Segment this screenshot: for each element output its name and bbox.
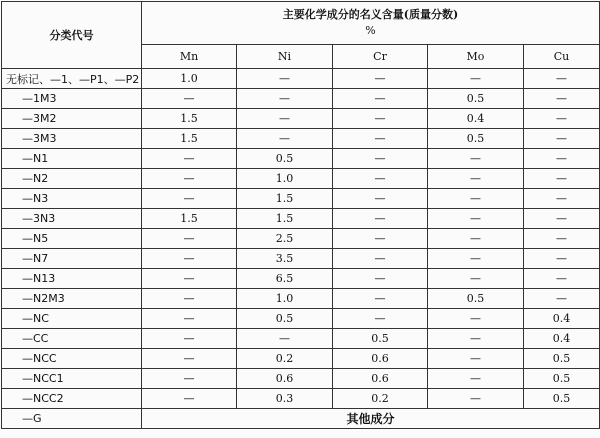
row-value-mo: 0.4: [428, 109, 524, 129]
table-row: [2, 169, 600, 189]
row-value-mo: —: [428, 149, 524, 169]
header-element-ni: Ni: [237, 45, 333, 69]
other-components-cell: 其他成分: [142, 409, 600, 429]
row-value-mo: —: [428, 389, 524, 409]
row-value-cr: 0.6: [333, 369, 428, 389]
row-value-cr: 0.5: [333, 329, 428, 349]
header-element-cr: Cr: [333, 45, 428, 69]
row-code: —N5: [2, 229, 142, 249]
row-value-mn: —: [142, 329, 237, 349]
row-code: —N13: [2, 269, 142, 289]
row-value-mo: —: [428, 249, 524, 269]
table-row: [2, 289, 600, 309]
row-value-cr: —: [333, 269, 428, 289]
row-value-cr: —: [333, 209, 428, 229]
table-body: [2, 69, 600, 429]
table-row: [2, 229, 600, 249]
row-value-cu: —: [524, 149, 600, 169]
row-value-cu: —: [524, 189, 600, 209]
row-value-mo: —: [428, 369, 524, 389]
row-value-mo: —: [428, 269, 524, 289]
row-value-mn: —: [142, 169, 237, 189]
row-code: —3M2: [2, 109, 142, 129]
row-code: —N2: [2, 169, 142, 189]
row-value-ni: 0.2: [237, 349, 333, 369]
header-element-cu: Cu: [524, 45, 600, 69]
row-value-ni: 6.5: [237, 269, 333, 289]
row-value-ni: 0.3: [237, 389, 333, 409]
table-header: [2, 2, 600, 69]
row-value-cr: —: [333, 129, 428, 149]
header-group: [142, 2, 600, 45]
row-value-ni: 3.5: [237, 249, 333, 269]
row-value-cu: —: [524, 209, 600, 229]
row-value-mn: —: [142, 149, 237, 169]
row-code: —3M3: [2, 129, 142, 149]
row-value-cr: —: [333, 109, 428, 129]
row-value-cu: —: [524, 169, 600, 189]
row-code: —CC: [2, 329, 142, 349]
table-row: [2, 129, 600, 149]
header-group-unit: %: [365, 24, 376, 37]
row-value-cu: —: [524, 129, 600, 149]
row-value-cr: —: [333, 289, 428, 309]
table-row: [2, 369, 600, 389]
row-value-cr: —: [333, 229, 428, 249]
row-value-cr: —: [333, 89, 428, 109]
row-value-mo: —: [428, 349, 524, 369]
table-row: [2, 109, 600, 129]
row-value-mo: —: [428, 229, 524, 249]
row-value-mo: —: [428, 189, 524, 209]
table-row: [2, 329, 600, 349]
row-value-ni: 1.0: [237, 169, 333, 189]
row-value-mn: 1.5: [142, 129, 237, 149]
row-value-mo: —: [428, 209, 524, 229]
row-code: —NCC2: [2, 389, 142, 409]
row-code: —G: [2, 409, 142, 429]
row-value-mo: —: [428, 69, 524, 89]
row-value-ni: —: [237, 329, 333, 349]
row-value-cr: —: [333, 69, 428, 89]
table-row: [2, 249, 600, 269]
row-value-mn: —: [142, 89, 237, 109]
row-value-cr: —: [333, 309, 428, 329]
row-value-cu: 0.5: [524, 369, 600, 389]
row-value-mn: —: [142, 249, 237, 269]
table-row: [2, 149, 600, 169]
row-code: —N7: [2, 249, 142, 269]
row-code: —1M3: [2, 89, 142, 109]
table-row: [2, 209, 600, 229]
row-value-cr: —: [333, 169, 428, 189]
header-element-mo: Mo: [428, 45, 524, 69]
row-value-cu: 0.5: [524, 389, 600, 409]
row-code: —3N3: [2, 209, 142, 229]
row-value-mn: —: [142, 269, 237, 289]
row-value-cu: 0.4: [524, 309, 600, 329]
row-value-mn: —: [142, 389, 237, 409]
row-value-cr: —: [333, 249, 428, 269]
row-code: —NCC: [2, 349, 142, 369]
row-value-cu: —: [524, 249, 600, 269]
row-value-ni: 1.0: [237, 289, 333, 309]
row-code: —N2M3: [2, 289, 142, 309]
row-value-cu: —: [524, 269, 600, 289]
row-value-mo: —: [428, 329, 524, 349]
table-row-other: [2, 409, 600, 429]
row-value-cu: —: [524, 229, 600, 249]
row-value-cr: 0.2: [333, 389, 428, 409]
row-value-ni: —: [237, 129, 333, 149]
row-value-ni: 0.5: [237, 149, 333, 169]
row-value-ni: 0.6: [237, 369, 333, 389]
row-code: —NC: [2, 309, 142, 329]
row-code: —N3: [2, 189, 142, 209]
row-value-cu: —: [524, 89, 600, 109]
row-value-mn: —: [142, 229, 237, 249]
row-value-mn: —: [142, 349, 237, 369]
row-value-mn: 1.5: [142, 209, 237, 229]
table-row: [2, 89, 600, 109]
row-value-cu: —: [524, 69, 600, 89]
row-value-cu: —: [524, 109, 600, 129]
row-value-ni: —: [237, 109, 333, 129]
row-value-cr: —: [333, 149, 428, 169]
row-value-mn: —: [142, 289, 237, 309]
row-value-ni: 0.5: [237, 309, 333, 329]
header-group-title: 主要化学成分的名义含量(质量分数): [282, 8, 459, 21]
table-row: [2, 69, 600, 89]
row-value-mn: 1.5: [142, 109, 237, 129]
row-value-ni: 1.5: [237, 189, 333, 209]
row-value-mn: —: [142, 309, 237, 329]
row-value-ni: 1.5: [237, 209, 333, 229]
table-row: [2, 349, 600, 369]
row-value-mn: —: [142, 189, 237, 209]
row-value-cu: 0.5: [524, 349, 600, 369]
row-code: —N1: [2, 149, 142, 169]
row-value-mn: 1.0: [142, 69, 237, 89]
row-code: 无标记、—1、—P1、—P2: [2, 69, 142, 89]
row-value-cr: 0.6: [333, 349, 428, 369]
row-value-mn: —: [142, 369, 237, 389]
table-row: [2, 269, 600, 289]
row-value-mo: —: [428, 169, 524, 189]
row-value-mo: 0.5: [428, 129, 524, 149]
row-value-mo: 0.5: [428, 89, 524, 109]
table-row: [2, 309, 600, 329]
row-value-mo: 0.5: [428, 289, 524, 309]
composition-table: [1, 1, 600, 429]
row-value-ni: —: [237, 89, 333, 109]
header-code-column: 分类代号: [2, 2, 142, 69]
row-value-ni: —: [237, 69, 333, 89]
table-row: [2, 189, 600, 209]
header-element-mn: Mn: [142, 45, 237, 69]
row-value-mo: —: [428, 309, 524, 329]
row-value-cu: —: [524, 289, 600, 309]
table-row: [2, 389, 600, 409]
row-value-ni: 2.5: [237, 229, 333, 249]
row-code: —NCC1: [2, 369, 142, 389]
row-value-cr: —: [333, 189, 428, 209]
row-value-cu: 0.4: [524, 329, 600, 349]
